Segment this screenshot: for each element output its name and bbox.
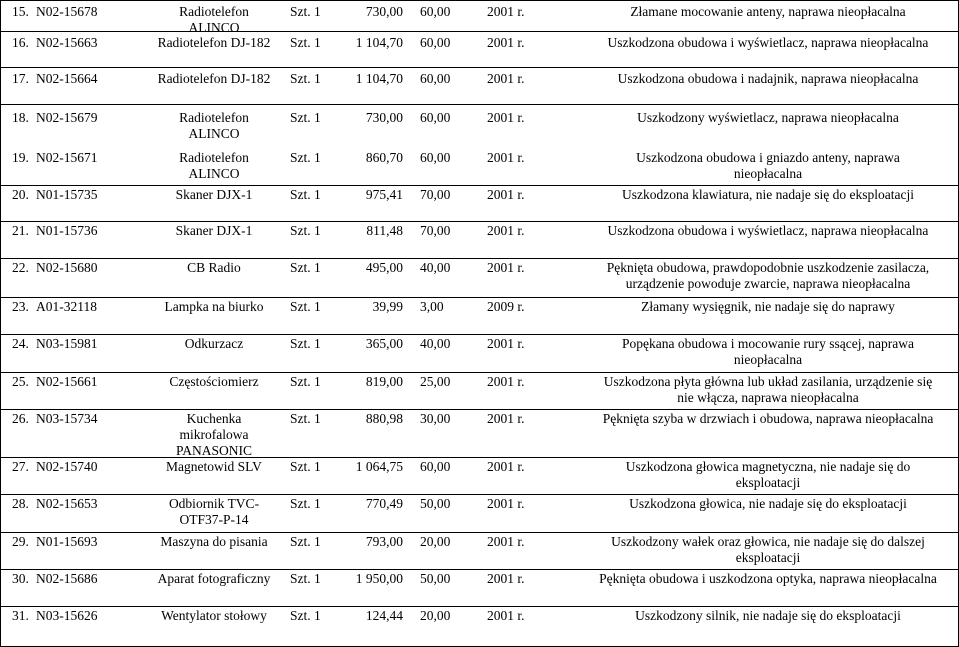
condition-description: Uszkodzony silnik, nie nadaje się do eksploatacji (635, 608, 901, 623)
depreciation-percent: 30,00 (420, 411, 451, 426)
acquisition-year: 2001 r. (487, 336, 525, 351)
table-rule (0, 0, 959, 1)
table-rule (0, 372, 959, 373)
inventory-code: N01-15693 (36, 534, 98, 549)
item-name: Odkurzacz (184, 336, 244, 351)
item-name: Radiotelefon DJ-182 (157, 71, 271, 86)
depreciation-percent: 40,00 (420, 336, 451, 351)
table-rule (0, 532, 959, 533)
table-rule (0, 104, 959, 105)
condition-description: Uszkodzona obudowa i gniazdo anteny, naprawa nieopłacalna (636, 150, 900, 181)
item-value: 730,00 (365, 110, 403, 125)
depreciation-percent: 3,00 (420, 299, 444, 314)
acquisition-year: 2001 r. (487, 71, 525, 86)
depreciation-percent: 60,00 (420, 35, 451, 50)
unit-quantity: Szt. 1 (290, 110, 321, 125)
row-number: 24. (12, 336, 29, 351)
row-number: 25. (12, 374, 29, 389)
condition-description: Złamane mocowanie anteny, naprawa nieopłacalna (630, 4, 906, 19)
acquisition-year: 2001 r. (487, 459, 525, 474)
unit-quantity: Szt. 1 (290, 260, 321, 275)
inventory-code: N03-15734 (36, 411, 98, 426)
item-value: 495,00 (365, 260, 403, 275)
condition-description: Uszkodzona płyta główna lub układ zasilania, urządzenie się nie włącza, naprawa nieopłacalna (603, 374, 933, 405)
acquisition-year: 2001 r. (487, 534, 525, 549)
acquisition-year: 2001 r. (487, 110, 525, 125)
unit-quantity: Szt. 1 (290, 608, 321, 623)
acquisition-year: 2009 r. (487, 299, 525, 314)
unit-quantity: Szt. 1 (290, 150, 321, 165)
depreciation-percent: 60,00 (420, 110, 451, 125)
unit-quantity: Szt. 1 (290, 299, 321, 314)
depreciation-percent: 25,00 (420, 374, 451, 389)
depreciation-percent: 50,00 (420, 496, 451, 511)
condition-description: Uszkodzony wyświetlacz, naprawa nieopłacalna (637, 110, 899, 125)
depreciation-percent: 40,00 (420, 260, 451, 275)
row-number: 30. (12, 571, 29, 586)
acquisition-year: 2001 r. (487, 150, 525, 165)
unit-quantity: Szt. 1 (290, 71, 321, 86)
table-rule (0, 606, 959, 607)
item-name: Maszyna do pisania (160, 534, 268, 549)
item-name: CB Radio (187, 260, 241, 275)
row-number: 18. (12, 110, 29, 125)
depreciation-percent: 20,00 (420, 534, 451, 549)
unit-quantity: Szt. 1 (290, 35, 321, 50)
item-name: Skaner DJX-1 (175, 223, 253, 238)
row-number: 28. (12, 496, 29, 511)
row-number: 21. (12, 223, 29, 238)
unit-quantity: Szt. 1 (290, 411, 321, 426)
table-rule (0, 258, 959, 259)
table-rule (0, 67, 959, 68)
condition-description: Uszkodzona obudowa i wyświetlacz, naprawa nieopłacalna (607, 35, 929, 50)
item-value: 793,00 (365, 534, 403, 549)
table-rule (0, 185, 959, 186)
row-number: 27. (12, 459, 29, 474)
inventory-code: N01-15736 (36, 223, 98, 238)
depreciation-percent: 70,00 (420, 187, 451, 202)
unit-quantity: Szt. 1 (290, 223, 321, 238)
inventory-code: N02-15653 (36, 496, 98, 511)
depreciation-percent: 60,00 (420, 4, 451, 19)
table-rule (0, 494, 959, 495)
condition-description: Uszkodzona głowica, nie nadaje się do eksploatacji (629, 496, 907, 511)
condition-description: Popękana obudowa i mocowanie rury ssącej, naprawa nieopłacalna (621, 336, 915, 367)
condition-description: Uszkodzona obudowa i nadajnik, naprawa nieopłacalna (617, 71, 919, 86)
item-name: Lampka na biurko (164, 299, 264, 314)
table-rule (0, 334, 959, 335)
inventory-code: N02-15678 (36, 4, 98, 19)
acquisition-year: 2001 r. (487, 374, 525, 389)
item-value: 1 064,75 (355, 459, 403, 474)
item-value: 1 950,00 (355, 571, 403, 586)
condition-description: Uszkodzona obudowa i wyświetlacz, naprawa nieopłacalna (607, 223, 929, 238)
unit-quantity: Szt. 1 (290, 374, 321, 389)
condition-description: Pęknięta obudowa i uszkodzona optyka, naprawa nieopłacalna (599, 571, 937, 586)
row-number: 16. (12, 35, 29, 50)
inventory-code: A01-32118 (36, 299, 97, 314)
acquisition-year: 2001 r. (487, 187, 525, 202)
row-number: 23. (12, 299, 29, 314)
unit-quantity: Szt. 1 (290, 187, 321, 202)
item-value: 365,00 (365, 336, 403, 351)
item-value: 811,48 (366, 223, 403, 238)
item-name: Radiotelefon ALINCO (179, 4, 249, 35)
depreciation-percent: 60,00 (420, 459, 451, 474)
acquisition-year: 2001 r. (487, 35, 525, 50)
table-rule (0, 221, 959, 222)
condition-description: Uszkodzony wałek oraz głowica, nie nadaje się do dalszej eksploatacji (611, 534, 925, 565)
depreciation-percent: 70,00 (420, 223, 451, 238)
item-name: Aparat fotograficzny (157, 571, 271, 586)
inventory-code: N02-15661 (36, 374, 98, 389)
row-number: 31. (12, 608, 29, 623)
item-value: 1 104,70 (355, 71, 403, 86)
item-name: Kuchenka mikrofalowa PANASONIC (175, 411, 253, 458)
inventory-code: N01-15735 (36, 187, 98, 202)
item-name: Radiotelefon DJ-182 (157, 35, 271, 50)
condition-description: Pęknięta obudowa, prawdopodobnie uszkodzenie zasilacza, urządzenie powoduje zwarcie, naprawa nieopłacalna (606, 260, 930, 291)
depreciation-percent: 50,00 (420, 571, 451, 586)
condition-description: Pęknięta szyba w drzwiach i obudowa, naprawa nieopłacalna (602, 411, 934, 426)
inventory-code: N02-15740 (36, 459, 98, 474)
item-name: Częstościomierz (169, 374, 259, 389)
acquisition-year: 2001 r. (487, 608, 525, 623)
row-number: 29. (12, 534, 29, 549)
row-number: 26. (12, 411, 29, 426)
item-value: 770,49 (365, 496, 403, 511)
inventory-code: N02-15679 (36, 110, 98, 125)
inventory-code: N02-15671 (36, 150, 98, 165)
item-name: Wentylator stołowy (161, 608, 267, 623)
inventory-code: N02-15664 (36, 71, 98, 86)
acquisition-year: 2001 r. (487, 260, 525, 275)
acquisition-year: 2001 r. (487, 571, 525, 586)
inventory-code: N03-15981 (36, 336, 98, 351)
unit-quantity: Szt. 1 (290, 571, 321, 586)
item-value: 819,00 (365, 374, 403, 389)
item-value: 730,00 (365, 4, 403, 19)
inventory-code: N02-15663 (36, 35, 98, 50)
item-name: Odbiornik TVC- OTF37-P-14 (168, 496, 260, 527)
row-number: 17. (12, 71, 29, 86)
condition-description: Złamany wysięgnik, nie nadaje się do naprawy (641, 299, 895, 314)
item-value: 1 104,70 (355, 35, 403, 50)
unit-quantity: Szt. 1 (290, 336, 321, 351)
condition-description: Uszkodzona głowica magnetyczna, nie nadaje się do eksploatacji (625, 459, 911, 490)
item-value: 975,41 (365, 187, 403, 202)
inventory-code: N02-15680 (36, 260, 98, 275)
item-name: Radiotelefon ALINCO (179, 110, 249, 141)
item-name: Magnetowid SLV (166, 459, 262, 474)
unit-quantity: Szt. 1 (290, 534, 321, 549)
unit-quantity: Szt. 1 (290, 496, 321, 511)
table-rule (0, 297, 959, 298)
unit-quantity: Szt. 1 (290, 4, 321, 19)
row-number: 20. (12, 187, 29, 202)
table-rule (0, 569, 959, 570)
item-value: 39,99 (372, 299, 403, 314)
item-value: 124,44 (365, 608, 403, 623)
item-name: Skaner DJX-1 (175, 187, 253, 202)
acquisition-year: 2001 r. (487, 496, 525, 511)
table-rule (0, 409, 959, 410)
table-border (0, 0, 1, 647)
acquisition-year: 2001 r. (487, 4, 525, 19)
inventory-code: N02-15686 (36, 571, 98, 586)
row-number: 22. (12, 260, 29, 275)
inventory-code: N03-15626 (36, 608, 98, 623)
item-value: 880,98 (365, 411, 403, 426)
depreciation-percent: 60,00 (420, 71, 451, 86)
acquisition-year: 2001 r. (487, 411, 525, 426)
row-number: 19. (12, 150, 29, 165)
unit-quantity: Szt. 1 (290, 459, 321, 474)
condition-description: Uszkodzona klawiatura, nie nadaje się do eksploatacji (621, 187, 915, 202)
item-value: 860,70 (365, 150, 403, 165)
depreciation-percent: 20,00 (420, 608, 451, 623)
row-number: 15. (12, 4, 29, 19)
depreciation-percent: 60,00 (420, 150, 451, 165)
acquisition-year: 2001 r. (487, 223, 525, 238)
item-name: Radiotelefon ALINCO (179, 150, 249, 181)
